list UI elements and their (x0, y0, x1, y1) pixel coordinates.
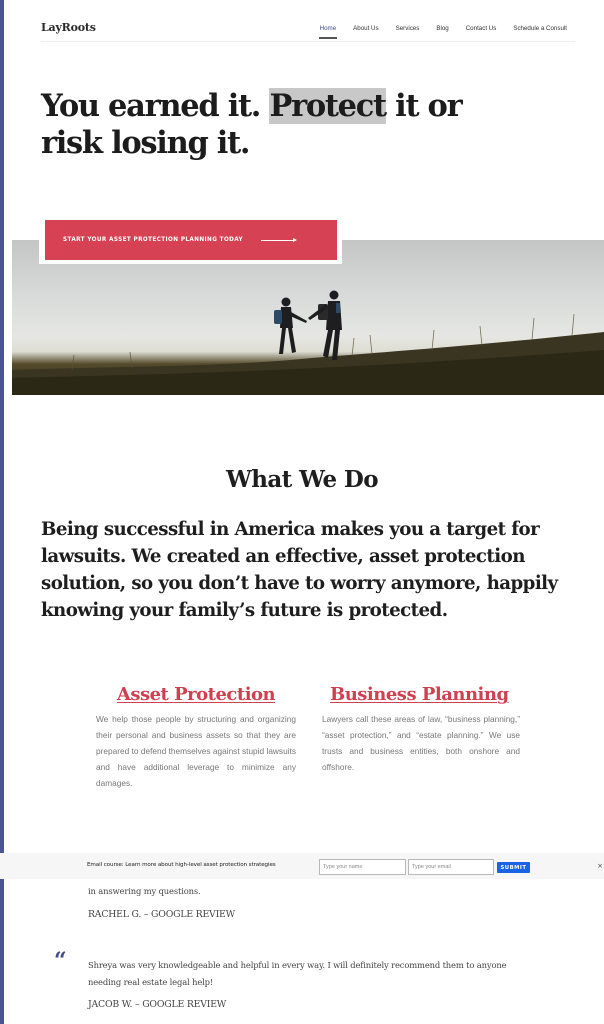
email-course-bar (0, 853, 604, 879)
hero-title-highlight: Protect (269, 88, 386, 124)
submit-button[interactable]: SUBMIT (497, 862, 530, 873)
nav-services[interactable]: Services (395, 25, 420, 32)
hero-title-part-2: it or risk losing it. (41, 88, 462, 161)
review-text: in answering my questions. (88, 886, 201, 896)
hero-title (41, 88, 521, 162)
site-header (41, 0, 575, 42)
review-author: RACHEL G. – GOOGLE REVIEW (88, 909, 235, 920)
name-input[interactable] (319, 859, 406, 875)
quote-icon: “ (54, 948, 67, 974)
service-title[interactable]: Asset Protection (116, 684, 276, 705)
review-text-line-1: Shreya was very knowledgeable and helpful in every way. I will definitely recommend them to anyone (88, 960, 507, 970)
logo[interactable]: LayRoots (41, 21, 96, 34)
nav-contact-us[interactable]: Contact Us (465, 25, 497, 32)
service-title[interactable]: Business Planning (330, 684, 509, 705)
what-we-do-lead: Being successful in America makes you a target for lawsuits. We created an effective, asset protection solution, so you don’t have to worry anymore, happily knowing your family’s future is protected. (41, 519, 558, 621)
arrow-right-icon (261, 237, 297, 243)
service-asset-protection (96, 684, 296, 791)
nav-schedule-consult[interactable]: Schedule a Consult (513, 25, 567, 32)
service-body: We help those people by structuring and organizing their personal and business assets so that they are prepared to defend themselves against stupid lawsuits and have additional leverage to minimize any damages. (96, 714, 296, 788)
service-business-planning (322, 684, 520, 775)
cta-label: START YOUR ASSET PROTECTION PLANNING TODAY (63, 237, 244, 243)
service-body: Lawyers call these areas of law, “business planning,” “asset protection,” and “estate planning.” We use trusts and business entities, both onshore and offshore. (322, 714, 520, 772)
nav-about-us[interactable]: About Us (353, 25, 379, 32)
nav-blog[interactable]: Blog (436, 25, 449, 32)
what-we-do-title: What We Do (226, 466, 378, 493)
nav-home[interactable]: Home (319, 25, 337, 32)
review-author: JACOB W. – GOOGLE REVIEW (88, 999, 227, 1010)
hero-title-part-1: You earned it. (41, 88, 270, 124)
review-text-line-2: needing real estate legal help! (88, 977, 214, 987)
email-course-text: Email course: Learn more about high-level asset protection strategies (87, 862, 276, 868)
close-icon[interactable]: × (597, 862, 603, 870)
start-planning-cta-button[interactable] (45, 220, 337, 260)
main-nav (303, 25, 567, 32)
email-input[interactable] (408, 859, 494, 875)
